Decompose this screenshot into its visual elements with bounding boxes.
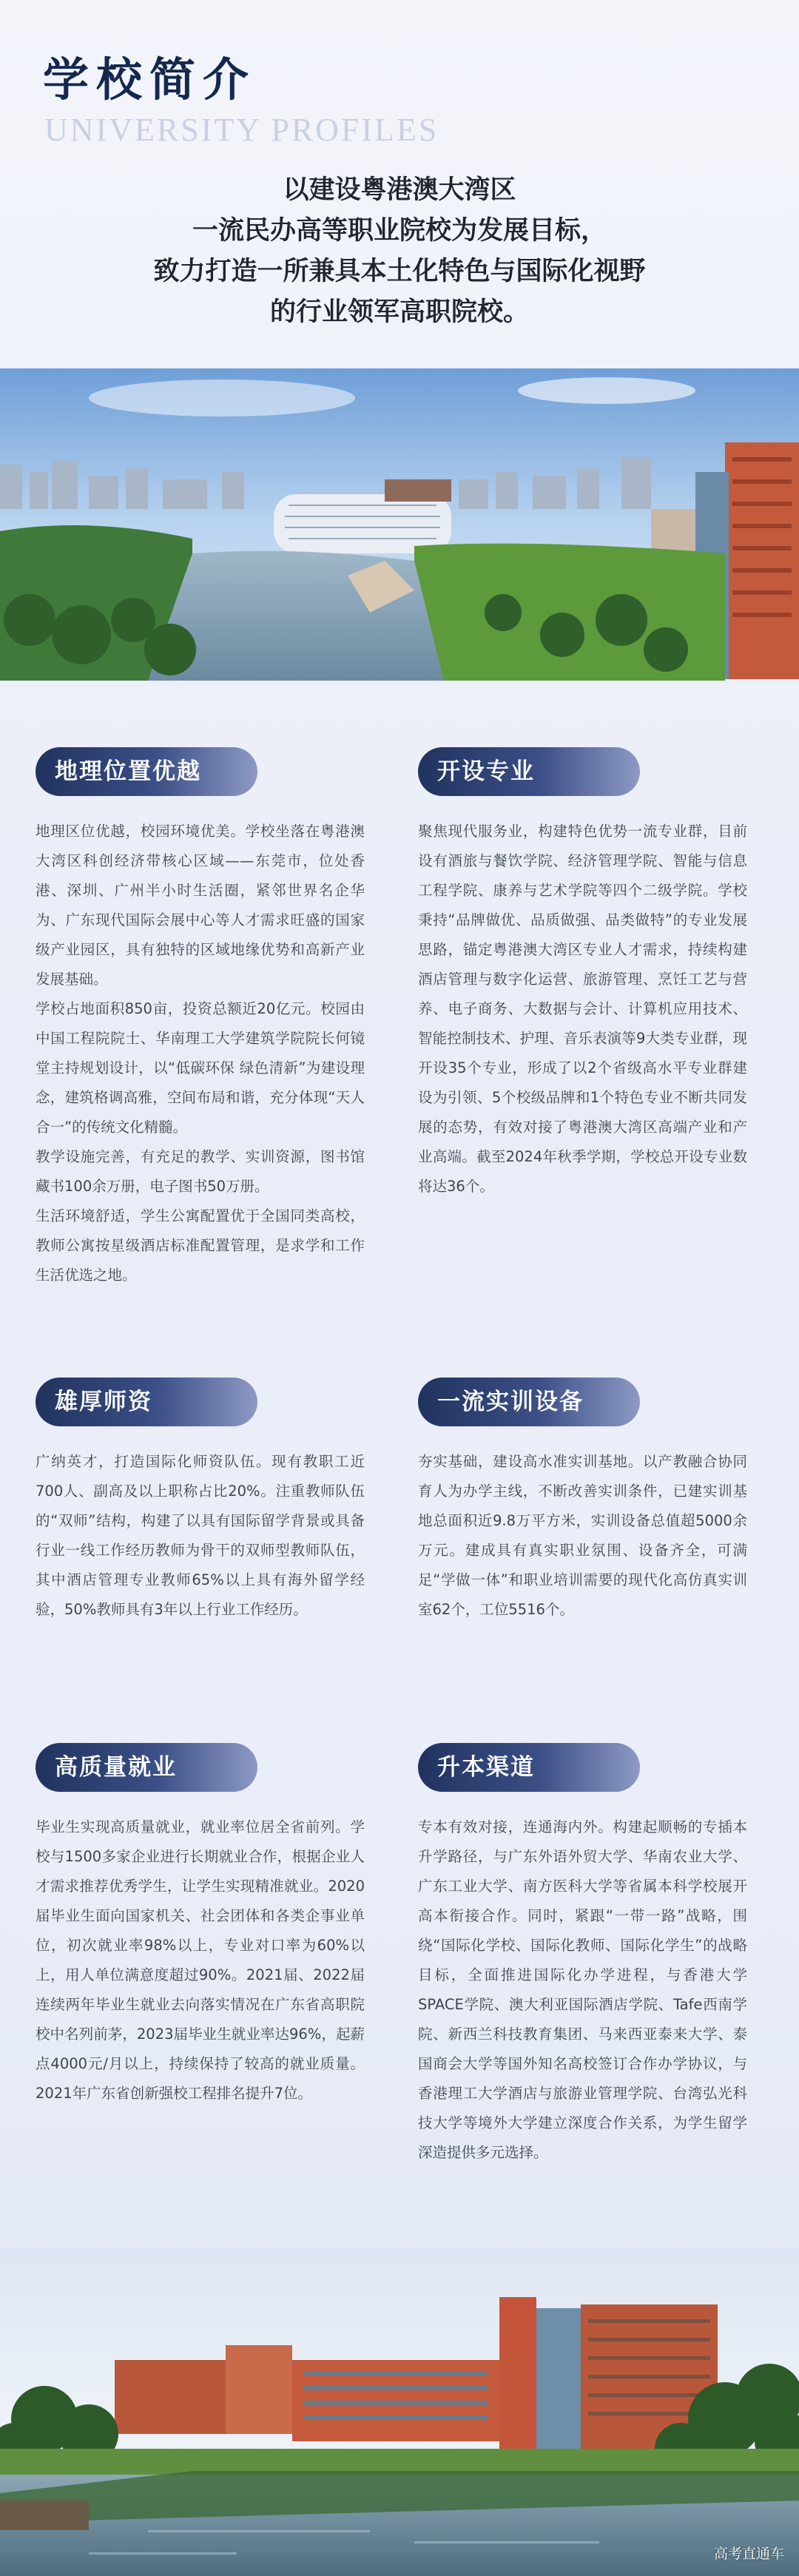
section-title-employment: 高质量就业 — [36, 1743, 257, 1792]
section-title-geo: 地理位置优越 — [36, 747, 257, 796]
slogan-line: 一流民办高等职业院校为发展目标， — [192, 216, 607, 246]
slogan — [0, 170, 799, 333]
paragraph: 学校占地面积850亩，投资总额近20亿元。校园由中国工程院院士、华南理工大学建筑学院院长何镜堂主持规划设计，以“低碳环保 绿色清新”为建设理念，建筑格调高雅，空间布局和谐，充分体现“天人合一”的传统文化精髓。 — [36, 1000, 365, 1136]
section-body-equipment — [418, 1447, 747, 1625]
paragraph: 生活环境舒适，学生公寓配置优于全国同类高校，教师公寓按星级酒店标准配置管理，是求学和工作生活优选之地。 — [36, 1207, 365, 1284]
slogan-line: 致力打造一所兼具本土化特色与国际化视野 — [153, 257, 646, 286]
page-title: 学校简介 — [43, 53, 257, 107]
paragraph: 夯实基础，建设高水准实训基地。以产教融合协同育人为办学主线，不断改善实训条件，已建实训基地总面积近9.8万平方米，实训设备总值超5000余万元。建成具有真实职业氛围、设备齐全，可满足“学做一体”和职业培训需要的现代化高仿真实训室62个，工位5516个。 — [418, 1453, 747, 1618]
section-body-majors — [418, 817, 747, 1201]
section-body-faculty — [36, 1447, 365, 1625]
paragraph: 聚焦现代服务业，构建特色优势一流专业群，目前设有酒旅与餐饮学院、经济管理学院、智能与信息工程学院、康养与艺术学院等四个二级学院。学校秉持“品牌做优、品质做强、品类做特”的专业发展思路，锚定粤港澳大湾区专业人才需求，持续构建酒店管理与数字化运营、旅游管理、烹饪工艺与营养、电子商务、大数据与会计、计算机应用技术、智能控制技术、护理、音乐表演等9大类专业群，现开设35个专业，形成了以2个省级高水平专业群建设为引领、5个校级品牌和1个特色专业不断共同发展的态势，有效对接了粤港澳大湾区高端产业和产业高端。截至2024年秋季学期，学校总开设专业数将达36个。 — [418, 823, 747, 1195]
paragraph: 毕业生实现高质量就业，就业率位居全省前列。学校与1500多家企业进行长期就业合作，根据企业人才需求推荐优秀学生，让学生实现精准就业。2020届毕业生面向国家机关、社会团体和各类企事业单位，初次就业率98%以上，专业对口率为60%以上，用人单位满意度超过90%。2021届、2022届连续两年毕业生就业去向落实情况在广东省高职院校中名列前茅，2023届毕业生就业率达96%，起薪点4000元/月以上，持续保持了较高的就业质量。2021年广东省创新强校工程排名提升7位。 — [36, 1818, 365, 2102]
paragraph: 地理区位优越，校园环境优美。学校坐落在粤港澳大湾区科创经济带核心区域——东莞市，位处香港、深圳、广州半小时生活圈，紧邻世界名企华为、广东现代国际会展中心等人才需求旺盛的国家级产业园区，具有独特的区域地缘优势和高新产业发展基础。 — [36, 823, 365, 988]
campus-photo-bottom — [0, 2249, 799, 2576]
section-pathway — [418, 1743, 747, 2168]
section-faculty — [36, 1378, 365, 1625]
paragraph: 教学设施完善，有充足的教学、实训资源，图书馆藏书100余万册，电子图书50万册。 — [36, 1148, 365, 1195]
slogan-line: 的行业领军高职院校。 — [269, 297, 529, 327]
section-title-majors: 开设专业 — [418, 747, 640, 796]
watermark: 高考直通车 — [713, 2546, 784, 2562]
campus-photo-top — [0, 368, 799, 681]
section-majors — [418, 747, 747, 1201]
section-title-equipment: 一流实训设备 — [418, 1378, 640, 1426]
paragraph: 专本有效对接，连通海内外。构建起顺畅的专插本升学路径，与广东外语外贸大学、华南农业大学、广东工业大学、南方医科大学等省属本科学校展开高本衔接合作。同时，紧跟“一带一路”战略，围绕“国际化学校、国际化教师、国际化学生”的战略目标，全面推进国际化办学进程，与香港大学SPACE学院、澳大利亚国际酒店学院、Tafe西南学院、新西兰科技教育集团、马来西亚泰来大学、泰国商会大学等国外知名高校签订合作办学协议，与香港理工大学酒店与旅游业管理学院、台湾弘光科技大学等境外大学建立深度合作关系，为学生留学深造提供多元选择。 — [418, 1818, 747, 2161]
section-body-employment — [36, 1813, 365, 2108]
section-employment — [36, 1743, 365, 2108]
slogan-line: 以建设粤港澳大湾区 — [283, 175, 516, 205]
section-geo — [36, 747, 365, 1290]
section-body-pathway — [418, 1813, 747, 2168]
section-title-pathway: 升本渠道 — [418, 1743, 640, 1792]
paragraph: 广纳英才，打造国际化师资队伍。现有教职工近700人、副高及以上职称占比20%。注重教师队伍的“双师”结构，构建了以具有国际留学背景或具备行业一线工作经历教师为骨干的双师型教师队伍，其中酒店管理专业教师65%以上具有海外留学经验，50%教师具有3年以上行业工作经历。 — [36, 1453, 365, 1618]
section-body-geo — [36, 817, 365, 1290]
page-subtitle: UNIVERSITY PROFILES — [44, 112, 439, 148]
section-title-faculty: 雄厚师资 — [36, 1378, 257, 1426]
section-equipment — [418, 1378, 747, 1625]
